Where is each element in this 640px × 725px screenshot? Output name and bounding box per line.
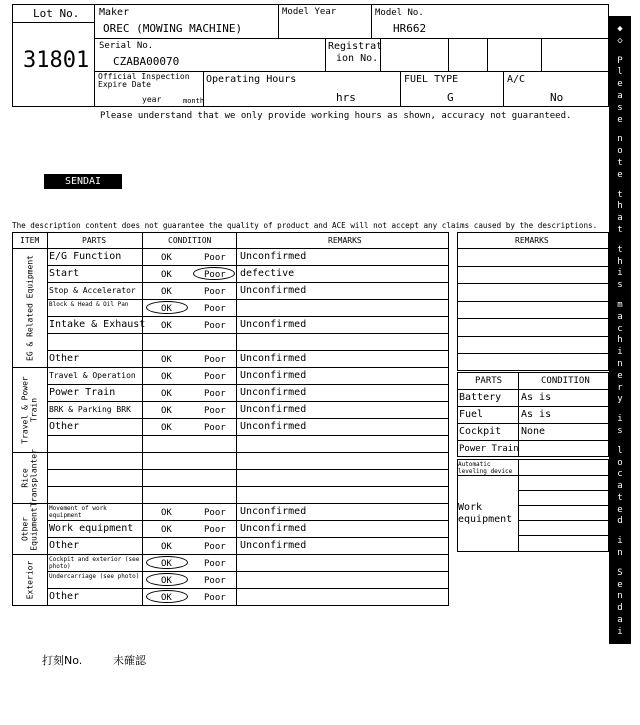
group-line xyxy=(12,503,448,504)
header-col-modelyear-end xyxy=(371,4,372,38)
table-remark: Unconfirmed xyxy=(240,523,307,534)
right-part-name: Power Train xyxy=(459,444,519,454)
group-line xyxy=(12,554,448,555)
sidebar-char xyxy=(609,182,631,190)
sidebar-char: l xyxy=(617,67,623,78)
sidebar-char: a xyxy=(617,615,623,626)
leveling-label: Automatic leveling device xyxy=(458,461,513,475)
sidebar-char: t xyxy=(617,189,623,200)
sidebar-char: P xyxy=(617,55,623,66)
sidebar-char: o xyxy=(617,457,623,468)
table-part-label: Other xyxy=(49,540,80,551)
table-ok-option: OK xyxy=(161,508,172,518)
table-part-label: Work equipment xyxy=(49,523,134,534)
table-part-label: Start xyxy=(49,268,80,279)
table-row-line xyxy=(47,333,448,334)
sidebar-char: n xyxy=(617,591,623,602)
table-remark: Unconfirmed xyxy=(240,421,307,432)
sidebar-char: e xyxy=(617,169,623,180)
sidebar-char: ◇ xyxy=(617,713,623,724)
right-remarks-line xyxy=(457,353,609,354)
table-remark: Unconfirmed xyxy=(240,319,307,330)
maker-label: Maker xyxy=(99,7,130,18)
sidebar-char: d xyxy=(617,603,623,614)
right-parts-row-line xyxy=(457,389,609,390)
right-part-condition: As is xyxy=(521,392,552,403)
table-part-label: Block & Head & Oil Pan xyxy=(49,301,129,308)
table-ok-option: OK xyxy=(161,372,172,382)
header-remarks: REMARKS xyxy=(328,236,362,245)
lot-number: 31801 xyxy=(23,48,90,73)
table-part-label: E/G Function xyxy=(49,251,122,262)
table-row-line xyxy=(47,401,448,402)
sidebar-char xyxy=(609,560,631,568)
header-condition: CONDITION xyxy=(168,236,212,245)
table-poor-option: Poor xyxy=(204,355,226,365)
table-ok-option: OK xyxy=(161,423,172,433)
table-part-label: Stop & Accelerator xyxy=(49,286,136,295)
sidebar-char: e xyxy=(617,370,623,381)
table-poor-option: Poor xyxy=(204,593,226,603)
sidebar-char: S xyxy=(617,567,623,578)
table-row-line xyxy=(47,265,448,266)
table-remark: Unconfirmed xyxy=(240,387,307,398)
sidebar-char xyxy=(609,126,631,134)
table-row-line xyxy=(47,520,448,521)
sidebar-char: Y xyxy=(617,646,623,657)
lot-divider xyxy=(12,22,95,23)
table-part-label: Travel & Operation xyxy=(49,371,136,380)
sidebar-char: d xyxy=(617,682,623,693)
sidebar-char: t xyxy=(617,157,623,168)
right-work-line xyxy=(518,520,609,521)
sidebar-char: e xyxy=(617,504,623,515)
right-part-condition: None xyxy=(521,426,546,437)
hours-notice: Please understand that we only provide working hours as shown, accuracy not guaranteed. xyxy=(100,111,572,121)
sidebar-char: l xyxy=(617,445,623,456)
sidebar-char: d xyxy=(617,516,623,527)
table-ok-option: OK xyxy=(161,542,172,552)
disclaimer: The description content does not guarantee the quality of product and ACE will not accept any claims caused by the descriptions. xyxy=(12,221,598,230)
sidebar-char: a xyxy=(617,90,623,101)
sidebar-char xyxy=(609,237,631,245)
sidebar-char xyxy=(609,292,631,300)
sidebar-char: i xyxy=(617,414,623,425)
right-remarks-line xyxy=(457,266,609,267)
sidebar-char: o xyxy=(617,146,623,157)
table-poor-option: Poor xyxy=(204,423,226,433)
lot-label: Lot No. xyxy=(33,7,80,20)
right-work-line xyxy=(518,505,609,506)
table-poor-option: Poor xyxy=(204,372,226,382)
table-poor-option: Poor xyxy=(204,270,226,280)
fuel-type-label: FUEL TYPE xyxy=(404,74,459,85)
group-label: Exterior xyxy=(25,560,34,599)
right-parts-row-line xyxy=(457,406,609,407)
sidebar-char: n xyxy=(617,358,623,369)
right-work-line xyxy=(518,490,609,491)
sidebar-char xyxy=(609,438,631,446)
sidebar-char xyxy=(609,406,631,414)
table-row-line xyxy=(47,469,448,470)
right-parts-row-line xyxy=(457,423,609,424)
table-row-line xyxy=(47,486,448,487)
model-year-label: Model Year xyxy=(282,7,337,17)
group-label: Other Equipment xyxy=(20,506,39,551)
table-remark: Unconfirmed xyxy=(240,353,307,364)
model-no-value: HR662 xyxy=(393,22,427,35)
table-part-label: Undercarriage (see photo) xyxy=(49,573,140,580)
right-work-line-1 xyxy=(457,475,609,476)
table-part-label: Movement of work equipment xyxy=(49,505,107,519)
sidebar-char: a xyxy=(617,311,623,322)
table-remark: Unconfirmed xyxy=(240,251,307,262)
table-part-label: BRK & Parking BRK xyxy=(49,405,131,414)
table-part-label: Intake & Exhaust xyxy=(49,319,146,330)
table-ok-option: OK xyxy=(161,304,172,314)
table-ok-option: OK xyxy=(161,321,172,331)
table-row-line xyxy=(47,282,448,283)
group-line xyxy=(12,367,448,368)
sidebar-char: t xyxy=(617,492,623,503)
table-ok-option: OK xyxy=(161,287,172,297)
sidebar-char: i xyxy=(617,268,623,279)
sidebar-char: a xyxy=(617,213,623,224)
sidebar-char: i xyxy=(617,347,623,358)
group-label: EG & Related Equipment xyxy=(25,254,34,361)
stamp-label: 打刻No. xyxy=(42,654,83,667)
table-remark: Unconfirmed xyxy=(240,285,307,296)
sidebar-char: t xyxy=(617,244,623,255)
sidebar-char: n xyxy=(617,548,623,559)
sidebar-char: i xyxy=(617,536,623,547)
table-remark: Unconfirmed xyxy=(240,404,307,415)
right-part-name: Fuel xyxy=(459,409,484,420)
table-head-line xyxy=(12,248,448,249)
table-ok-option: OK xyxy=(161,576,172,586)
table-row-line xyxy=(47,435,448,436)
header-col-hours-end xyxy=(400,71,401,107)
sidebar-char: ◇ xyxy=(617,35,623,46)
sidebar-char: m xyxy=(617,299,623,310)
table-ok-option: OK xyxy=(161,559,172,569)
circled-ok-mark xyxy=(146,556,188,569)
year-label: year xyxy=(142,95,162,104)
sidebar-char xyxy=(609,48,631,56)
header-col-reg-3 xyxy=(487,38,488,71)
registration-label-2: ion No. xyxy=(336,53,379,64)
table-ok-option: OK xyxy=(161,270,172,280)
registration-label-1: Registrat xyxy=(328,41,383,52)
sidebar-char: i xyxy=(617,626,623,637)
header-col-reg-4 xyxy=(541,38,542,71)
circled-ok-mark xyxy=(146,590,188,603)
table-poor-option: Poor xyxy=(204,304,226,314)
sidebar-char: c xyxy=(617,323,623,334)
table-ok-option: OK xyxy=(161,355,172,365)
serial-value: CZABA00070 xyxy=(113,55,180,68)
sidebar-char: r xyxy=(617,670,623,681)
work-equipment-label: Work equipment xyxy=(458,502,513,525)
sidebar-notice xyxy=(609,16,631,725)
group-label: Travel & Power Train xyxy=(20,375,39,444)
table-poor-option: Poor xyxy=(204,406,226,416)
ac-label: A/C xyxy=(507,74,526,85)
table-row-line xyxy=(47,299,448,300)
sidebar-char: h xyxy=(617,256,623,267)
table-part-label: Other xyxy=(49,353,80,364)
sidebar-char: e xyxy=(617,114,623,125)
table-remark: Unconfirmed xyxy=(240,506,307,517)
table-ok-option: OK xyxy=(161,253,172,263)
table-poor-option: Poor xyxy=(204,389,226,399)
sidebar-char: e xyxy=(617,79,623,90)
sidebar-char: a xyxy=(617,481,623,492)
operating-hours-label: Operating Hours xyxy=(206,74,297,85)
right-parts-row-line xyxy=(457,440,609,441)
sidebar-char: h xyxy=(617,201,623,212)
table-remark: Unconfirmed xyxy=(240,370,307,381)
table-part-label: Other xyxy=(49,421,80,432)
table-ok-option: OK xyxy=(161,593,172,603)
group-line xyxy=(12,452,448,453)
header-row-line-1 xyxy=(94,38,609,39)
sidebar-char: h xyxy=(617,335,623,346)
header-col-serial-end xyxy=(325,38,326,71)
header-item: ITEM xyxy=(20,236,40,245)
header-parts: PARTS xyxy=(82,236,107,245)
sidebar-char xyxy=(609,639,631,647)
serial-label: Serial No. xyxy=(99,41,154,51)
sidebar-char: c xyxy=(617,469,623,480)
model-no-label: Model No. xyxy=(375,8,424,18)
right-part-name: Cockpit xyxy=(459,426,502,437)
sidebar-char: s xyxy=(617,425,623,436)
right-remarks-line xyxy=(457,248,609,249)
header-col-maker-end xyxy=(278,4,279,38)
sidebar-char: ◆ xyxy=(617,701,623,712)
table-part-label: Power Train xyxy=(49,387,116,398)
right-remarks-line xyxy=(457,336,609,337)
stamp-value: 未確認 xyxy=(113,654,146,667)
sidebar-char: s xyxy=(617,280,623,291)
table-ok-option: OK xyxy=(161,389,172,399)
location-badge: SENDAI xyxy=(44,174,122,189)
sidebar-char: r xyxy=(617,382,623,393)
table-poor-option: Poor xyxy=(204,542,226,552)
sidebar-char xyxy=(609,528,631,536)
table-remark: Unconfirmed xyxy=(240,540,307,551)
circled-ok-mark xyxy=(146,301,188,314)
table-ok-option: OK xyxy=(161,406,172,416)
sidebar-char: n xyxy=(617,134,623,145)
table-part-label: Other xyxy=(49,591,80,602)
table-ok-option: OK xyxy=(161,525,172,535)
sidebar-char: t xyxy=(617,224,623,235)
ac-value: No xyxy=(550,91,564,104)
table-poor-option: Poor xyxy=(204,559,226,569)
sidebar-char: a xyxy=(617,658,623,669)
circled-poor-mark xyxy=(193,267,235,280)
inspection-label-2: Expire Date xyxy=(98,80,151,89)
table-poor-option: Poor xyxy=(204,287,226,297)
month-label: month xyxy=(183,97,205,105)
right-parts-header: PARTS xyxy=(475,376,503,386)
right-remarks-line xyxy=(457,301,609,302)
sidebar-char: ◆ xyxy=(617,24,623,34)
table-row-line xyxy=(47,588,448,589)
hours-unit: hrs xyxy=(336,91,356,104)
location-sidebar xyxy=(609,16,631,724)
maker-value: OREC (MOWING MACHINE) xyxy=(103,22,243,35)
table-row-line xyxy=(47,316,448,317)
table-poor-option: Poor xyxy=(204,525,226,535)
circled-ok-mark xyxy=(146,573,188,586)
table-remark: defective xyxy=(240,268,295,279)
fuel-type-value: G xyxy=(447,91,454,104)
group-label: Rice Transplanter xyxy=(20,448,39,507)
right-remarks-line xyxy=(457,318,609,319)
header-col-fuel-end xyxy=(503,71,504,107)
right-remarks-header: REMARKS xyxy=(515,236,549,245)
table-row-line xyxy=(47,384,448,385)
right-work-line xyxy=(518,535,609,536)
table-row-line xyxy=(47,571,448,572)
sidebar-char: e xyxy=(617,579,623,590)
table-poor-option: Poor xyxy=(204,508,226,518)
table-part-label: Cockpit and exterior (see photo) xyxy=(49,556,140,570)
right-remarks-line xyxy=(457,283,609,284)
right-part-condition: As is xyxy=(521,409,552,420)
sidebar-char: y xyxy=(617,394,623,405)
header-col-reg-2 xyxy=(448,38,449,71)
table-row-line xyxy=(47,418,448,419)
sidebar-char xyxy=(609,694,631,702)
right-part-name: Battery xyxy=(459,392,502,403)
table-poor-option: Poor xyxy=(204,321,226,331)
table-poor-option: Poor xyxy=(204,253,226,263)
table-row-line xyxy=(47,350,448,351)
inspection-label-1: Official Inspection xyxy=(98,72,190,81)
table-row-line xyxy=(47,537,448,538)
sidebar-char: s xyxy=(617,102,623,113)
right-condition-header: CONDITION xyxy=(541,376,590,386)
table-poor-option: Poor xyxy=(204,576,226,586)
